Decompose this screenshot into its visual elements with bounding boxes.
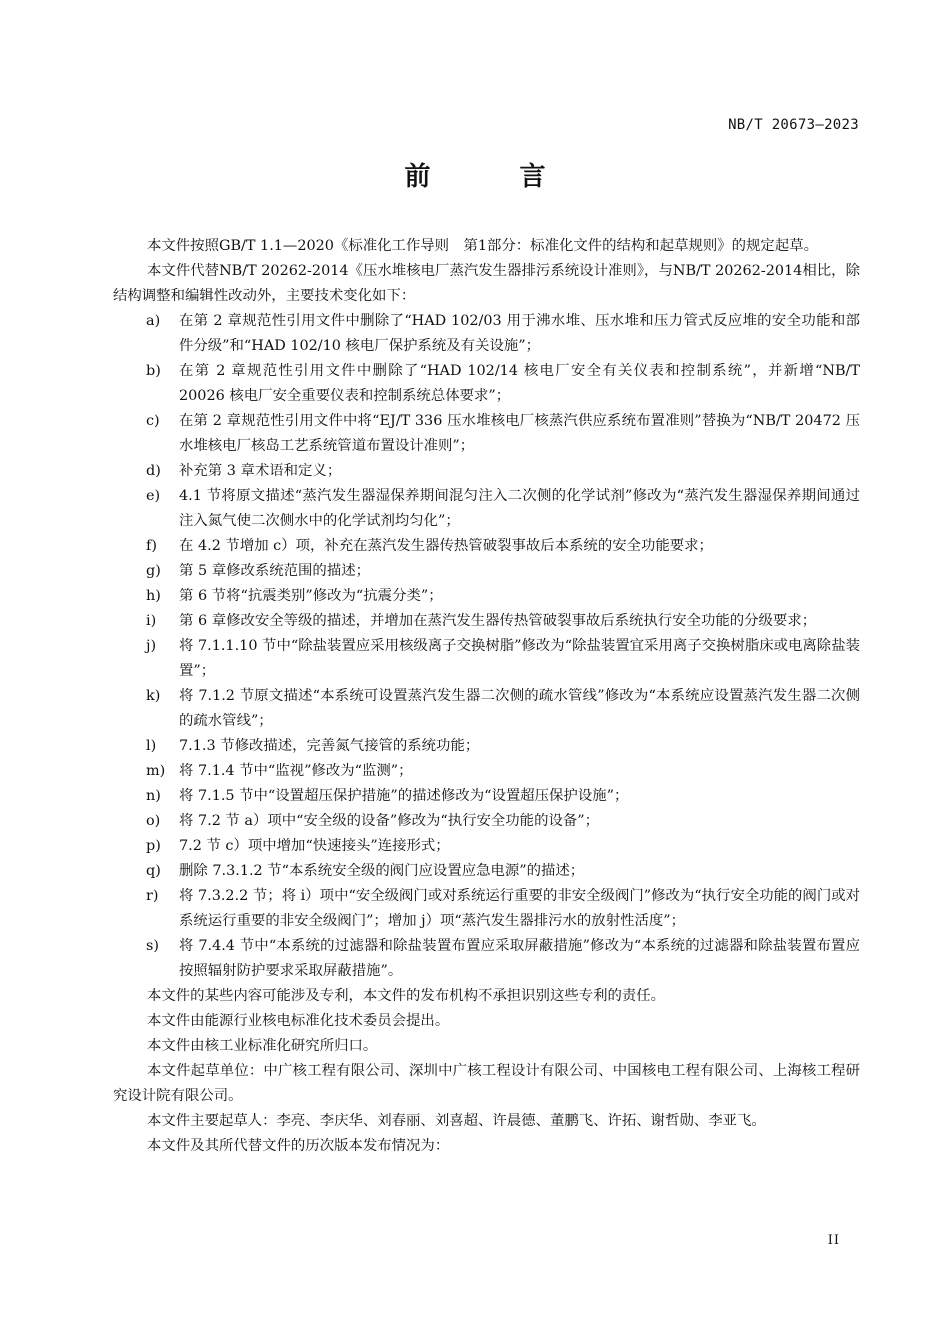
paragraph: 本文件的某些内容可能涉及专利，本文件的发布机构不承担识别这些专利的责任。 [147,988,666,1004]
paragraph: 本文件主要起草人：李亮、李庆华、刘春丽、刘喜超、许晨德、董鹏飞、许拓、谢哲勋、李亚飞。 [147,1113,766,1129]
list-item-text: 在 4.2 节增加 c）项，补充在蒸汽发生器传热管破裂事故后本系统的安全功能要求； [179,538,713,554]
list-marker: i) [146,613,157,629]
list-marker: m) [146,763,166,779]
list-item-text: 第 6 节将“抗震类别”修改为“抗震分类”； [179,588,443,604]
standard-code: NB/T 20673—2023 [728,117,859,133]
list-item-text: 7.1.3 节修改描述，完善氮气接管的系统功能； [179,738,480,754]
list-item [113,584,860,609]
list-item [113,409,860,459]
list-item [113,634,860,684]
list-marker: e) [146,488,161,504]
list-item-text: 将 7.1.1.10 节中“除盐装置应采用核级离子交换树脂”修改为“除盐装置宜采用离子交换树脂床或电离除盐装置”； [179,638,860,679]
list-item [113,684,860,734]
list-marker: l) [146,738,157,754]
list-marker: a) [146,313,161,329]
list-item [113,809,860,834]
list-item [113,834,860,859]
list-item [113,559,860,584]
list-item-text: 将 7.4.4 节中“本系统的过滤器和除盐装置布置应采取屏蔽措施”修改为“本系统的过滤器和除盐装置布置应按照辐射防护要求采取屏蔽措施”。 [179,938,860,979]
list-marker: n) [146,788,161,804]
list-item-text: 将 7.1.2 节原文描述“本系统可设置蒸汽发生器二次侧的疏水管线”修改为“本系统应设置蒸汽发生器二次侧的疏水管线”； [179,688,860,729]
list-item [113,309,860,359]
list-item [113,784,860,809]
list-marker: b) [146,363,161,379]
page-title: 前 言 [404,162,586,192]
list-item [113,534,860,559]
list-item [113,609,860,634]
paragraph: 本文件代替NB/T 20262-2014《压水堆核电厂蒸汽发生器排污系统设计准则》，与NB/T 20262-2014相比，除结构调整和编辑性改动外，主要技术变化如下： [113,263,860,304]
list-item-text: 将 7.1.5 节中“设置超压保护措施”的描述修改为“设置超压保护设施”； [179,788,629,804]
list-marker: c) [146,413,160,429]
list-marker: j) [146,638,157,654]
list-marker: q) [146,863,161,879]
list-marker: r) [146,888,159,904]
list-item-text: 将 7.1.4 节中“监视”修改为“监测”； [179,763,413,779]
list-item [113,934,860,984]
list-item-text: 补充第 3 章术语和定义； [179,463,342,479]
list-item [113,884,860,934]
list-item-text: 4.1 节将原文描述“蒸汽发生器湿保养期间混匀注入二次侧的化学试剂”修改为“蒸汽发生器湿保养期间通过注入氮气使二次侧水中的化学试剂均匀化”； [179,488,860,529]
list-item-text: 第 6 章修改安全等级的描述，并增加在蒸汽发生器传热管破裂事故后系统执行安全功能的分级要求； [179,613,817,629]
list-marker: f) [146,538,157,554]
paragraph: 本文件及其所代替文件的历次版本发布情况为： [147,1138,450,1154]
list-item [113,759,860,784]
change-list [113,309,860,984]
list-item-text: 将 7.2 节 a）项中“安全级的设备”修改为“执行安全功能的设备”； [179,813,599,829]
list-item-text: 在第 2 章规范性引用文件中删除了“HAD 102/03 用于沸水堆、压水堆和压力管式反应堆的安全功能和部件分级”和“HAD 102/10 核电厂保护系统及有关设施”； [179,313,860,354]
list-item [113,484,860,534]
list-marker: g) [146,563,161,579]
list-marker: s) [146,938,159,954]
list-item [113,359,860,409]
list-item-text: 7.2 节 c）项中增加“快速接头”连接形式； [179,838,450,854]
list-item-text: 在第 2 章规范性引用文件中删除了“HAD 102/14 核电厂安全有关仪表和控制系统”，并新增“NB/T 20026 核电厂安全重要仪表和控制系统总体要求”； [179,363,860,404]
list-marker: h) [146,588,161,604]
list-item [113,459,860,484]
paragraph: 本文件由能源行业核电标准化技术委员会提出。 [147,1013,450,1029]
list-item-text: 删除 7.3.1.2 节“本系统安全级的阀门应设置应急电源”的描述； [179,863,585,879]
list-marker: o) [146,813,161,829]
list-marker: k) [146,688,161,704]
foreword-body [113,234,860,1159]
paragraph: 本文件按照GB/T 1.1—2020《标准化工作导则 第1部分：标准化文件的结构和起草规则》的规定起草。 [147,238,818,254]
list-marker: d) [146,463,161,479]
paragraph: 本文件由核工业标准化研究所归口。 [147,1038,378,1054]
paragraph: 本文件起草单位：中广核工程有限公司、深圳中广核工程设计有限公司、中国核电工程有限公司、上海核工程研究设计院有限公司。 [113,1063,860,1104]
list-item [113,859,860,884]
list-item-text: 将 7.3.2.2 节；将 i）项中“安全级阀门或对系统运行重要的非安全级阀门”修改为“执行安全功能的阀门或对系统运行重要的非安全级阀门”；增加 j）项“蒸汽发生器排污水的放射性活度”； [179,888,860,929]
list-item-text: 在第 2 章规范性引用文件中将“EJ/T 336 压水堆核电厂核蒸汽供应系统布置准则”替换为“NB/T 20472 压水堆核电厂核岛工艺系统管道布置设计准则”； [179,413,860,454]
page-number: II [827,1233,840,1248]
list-item [113,734,860,759]
list-marker: p) [146,838,161,854]
list-item-text: 第 5 章修改系统范围的描述； [179,563,370,579]
